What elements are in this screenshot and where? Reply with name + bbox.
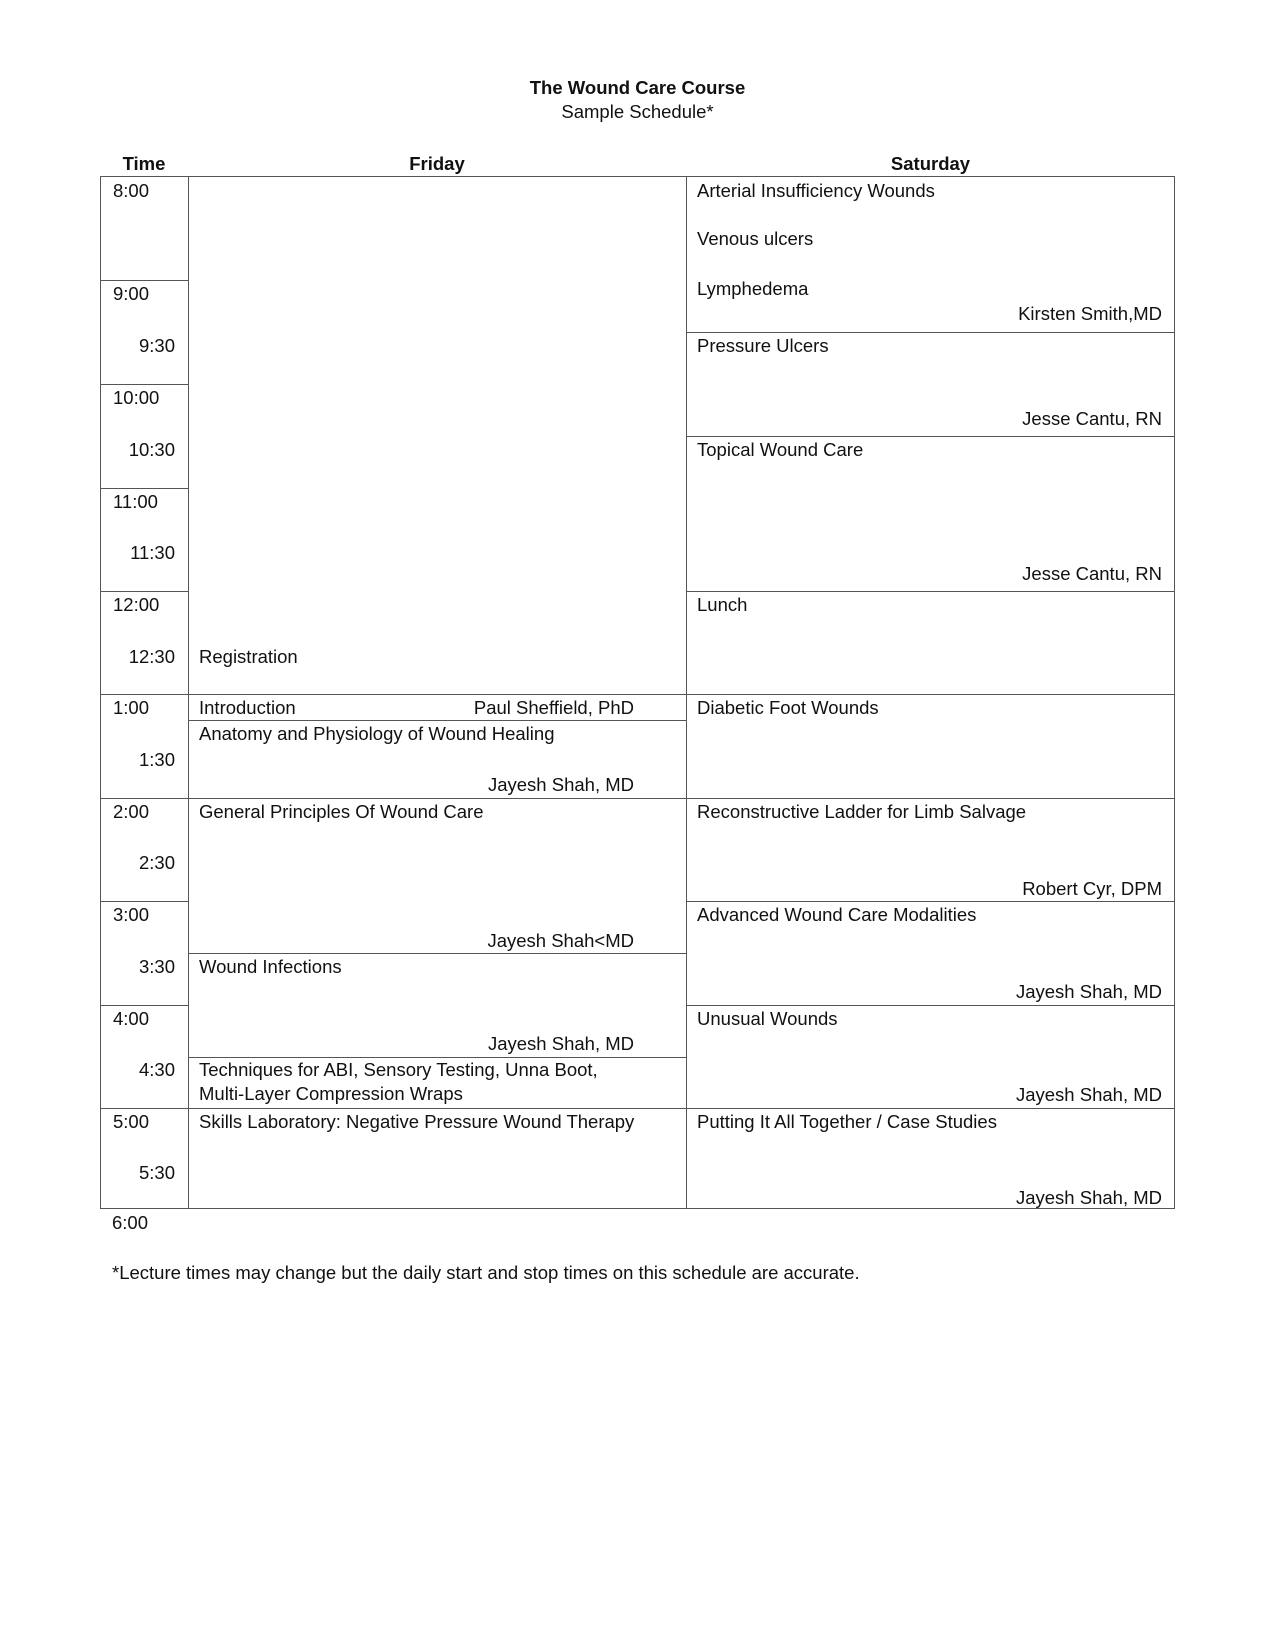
saturday-pressure-title: Pressure Ulcers xyxy=(697,335,829,356)
friday-divider xyxy=(188,1057,686,1058)
time-label: 12:30 xyxy=(128,646,175,667)
time-label: 4:00 xyxy=(113,1008,150,1029)
time-divider xyxy=(101,280,188,281)
document-subtitle: Sample Schedule* xyxy=(561,101,714,122)
time-label: 10:00 xyxy=(113,387,160,408)
saturday-advanced-speaker: Jayesh Shah, MD xyxy=(1015,981,1162,1002)
time-label: 1:30 xyxy=(138,749,175,770)
friday-registration: Registration xyxy=(199,646,298,667)
time-label-end: 6:00 xyxy=(112,1212,149,1233)
saturday-venous-title: Venous ulcers xyxy=(697,228,814,249)
saturday-together-title: Putting It All Together / Case Studies xyxy=(697,1111,997,1132)
saturday-topical-title: Topical Wound Care xyxy=(697,439,864,460)
column-header-friday: Friday xyxy=(409,153,465,174)
saturday-divider xyxy=(686,332,1174,333)
document-title: The Wound Care Course xyxy=(529,77,746,98)
time-label: 10:30 xyxy=(128,439,175,460)
footnote: *Lecture times may change but the daily start and stop times on this schedule are accurate. xyxy=(112,1262,860,1283)
friday-principles-speaker: Jayesh Shah<MD xyxy=(487,930,634,951)
saturday-divider xyxy=(686,901,1174,902)
time-label: 1:00 xyxy=(113,697,150,718)
saturday-unusual-speaker: Jayesh Shah, MD xyxy=(1015,1084,1162,1105)
time-label: 9:00 xyxy=(113,283,150,304)
friday-introduction-speaker: Paul Sheffield, PhD xyxy=(473,697,634,718)
time-label: 2:00 xyxy=(113,801,150,822)
divider-time-friday xyxy=(188,177,189,1208)
saturday-arterial-title: Arterial Insufficiency Wounds xyxy=(697,180,935,201)
time-divider xyxy=(101,384,188,385)
saturday-reconstructive-speaker: Robert Cyr, DPM xyxy=(1022,878,1162,899)
saturday-topical-speaker: Jesse Cantu, RN xyxy=(1022,563,1162,584)
time-divider xyxy=(101,1005,188,1006)
friday-divider xyxy=(188,720,686,721)
friday-introduction-title: Introduction xyxy=(199,697,296,718)
saturday-lunch: Lunch xyxy=(697,594,748,615)
column-header-saturday: Saturday xyxy=(890,153,971,174)
time-divider xyxy=(101,1108,188,1109)
saturday-block1-speaker: Kirsten Smith,MD xyxy=(1018,303,1162,324)
saturday-divider xyxy=(686,798,1174,799)
time-divider xyxy=(101,591,188,592)
time-divider xyxy=(101,798,188,799)
friday-infections-title: Wound Infections xyxy=(199,956,342,977)
saturday-advanced-title: Advanced Wound Care Modalities xyxy=(697,904,977,925)
friday-anatomy-title: Anatomy and Physiology of Wound Healing xyxy=(199,723,555,744)
time-label: 11:00 xyxy=(113,491,158,512)
time-label: 2:30 xyxy=(138,852,175,873)
saturday-divider xyxy=(686,1005,1174,1006)
saturday-divider xyxy=(686,694,1174,695)
time-label: 11:30 xyxy=(130,542,175,563)
friday-divider xyxy=(188,953,686,954)
time-label: 12:00 xyxy=(113,594,160,615)
time-label: 3:00 xyxy=(113,904,150,925)
saturday-divider xyxy=(686,591,1174,592)
saturday-divider xyxy=(686,436,1174,437)
time-divider xyxy=(101,488,188,489)
friday-infections-speaker: Jayesh Shah, MD xyxy=(487,1033,634,1054)
friday-skills-title: Skills Laboratory: Negative Pressure Wound Therapy xyxy=(199,1111,635,1132)
time-label: 5:30 xyxy=(138,1162,175,1183)
friday-divider xyxy=(188,694,686,695)
friday-divider xyxy=(188,1108,686,1109)
saturday-divider xyxy=(686,1108,1174,1109)
document-header xyxy=(0,76,1275,124)
saturday-reconstructive-title: Reconstructive Ladder for Limb Salvage xyxy=(697,801,1027,822)
time-label: 9:30 xyxy=(138,335,175,356)
saturday-unusual-title: Unusual Wounds xyxy=(697,1008,838,1029)
friday-techniques-line1: Techniques for ABI, Sensory Testing, Unna Boot, xyxy=(199,1059,598,1080)
saturday-pressure-speaker: Jesse Cantu, RN xyxy=(1022,408,1162,429)
column-header-time: Time xyxy=(122,153,166,174)
friday-divider xyxy=(188,798,686,799)
schedule-table xyxy=(100,176,1175,1209)
time-label: 8:00 xyxy=(113,180,150,201)
saturday-together-speaker: Jayesh Shah, MD xyxy=(1015,1187,1162,1208)
saturday-diabetic-title: Diabetic Foot Wounds xyxy=(697,697,879,718)
time-divider xyxy=(101,694,188,695)
time-label: 5:00 xyxy=(113,1111,150,1132)
friday-techniques-line2: Multi-Layer Compression Wraps xyxy=(199,1083,463,1104)
time-divider xyxy=(101,901,188,902)
saturday-lymphedema-title: Lymphedema xyxy=(697,278,809,299)
time-label: 4:30 xyxy=(138,1059,175,1080)
time-label: 3:30 xyxy=(138,956,175,977)
friday-principles-title: General Principles Of Wound Care xyxy=(199,801,484,822)
friday-anatomy-speaker: Jayesh Shah, MD xyxy=(487,774,634,795)
